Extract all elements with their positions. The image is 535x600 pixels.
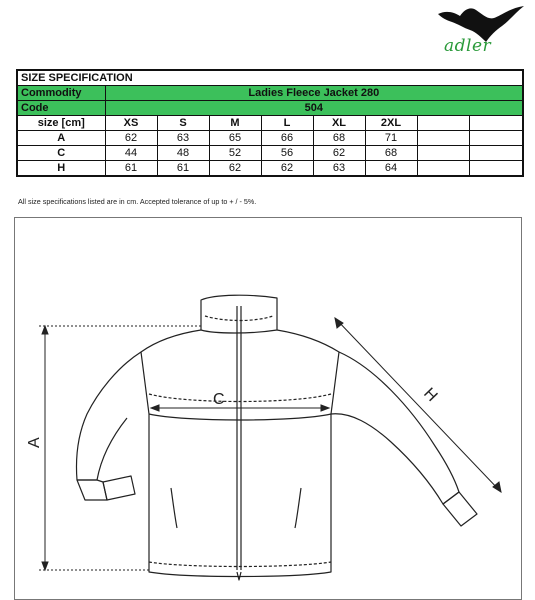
left-pocket [171,488,177,528]
table-row [17,131,523,146]
table-row [17,161,523,177]
dimension-label-c: C [213,391,225,408]
left-sleeve-outline [76,352,141,480]
table-cell: 64 [365,161,417,177]
right-cuff [443,492,477,526]
table-cell: 71 [365,131,417,146]
table-cell [417,161,469,177]
table-cell: 48 [157,146,209,161]
spec-title: SIZE SPECIFICATION [17,70,523,86]
table-cell: 62 [209,161,261,177]
size-header-cell: M [209,116,261,131]
table-cell: 44 [105,146,157,161]
size-header-cell [417,116,469,131]
table-cell [469,131,523,146]
table-cell: 62 [105,131,157,146]
tolerance-note: All size specifications listed are in cm. Accepted tolerance of up to + / - 5%. [18,197,257,206]
table-cell: 65 [209,131,261,146]
right-pocket [295,488,301,528]
table-cell: 61 [105,161,157,177]
table-cell: 56 [261,146,313,161]
table-cell [417,131,469,146]
table-cell: 62 [261,161,313,177]
left-cuff [103,476,135,500]
jacket-diagram [14,217,522,600]
size-header-label: size [cm] [17,116,105,131]
size-header-cell: XL [313,116,365,131]
table-cell: 61 [157,161,209,177]
size-header-cell [469,116,523,131]
size-header-cell: 2XL [365,116,417,131]
row-label: A [17,131,105,146]
table-cell: 52 [209,146,261,161]
jacket-drawing [15,218,522,600]
code-value: 504 [105,101,523,116]
table-cell: 66 [261,131,313,146]
table-cell: 63 [313,161,365,177]
table-row [17,146,523,161]
size-header-row [17,116,523,131]
brand-logo-text: adler [444,36,492,56]
size-header-cell: L [261,116,313,131]
dimension-label-a: A [26,437,43,448]
size-spec-table [16,69,524,177]
table-cell: 68 [313,131,365,146]
size-header-cell: S [157,116,209,131]
table-cell [469,146,523,161]
table-cell: 63 [157,131,209,146]
table-cell [417,146,469,161]
size-header-cell: XS [105,116,157,131]
table-cell: 62 [313,146,365,161]
commodity-label: Commodity [17,86,105,101]
jacket-body-outline [141,330,339,577]
row-label: H [17,161,105,177]
row-label: C [17,146,105,161]
code-label: Code [17,101,105,116]
commodity-value: Ladies Fleece Jacket 280 [105,86,523,101]
dimension-label-h: H [420,384,441,406]
table-cell: 68 [365,146,417,161]
table-cell [469,161,523,177]
collar-outline [201,295,277,333]
